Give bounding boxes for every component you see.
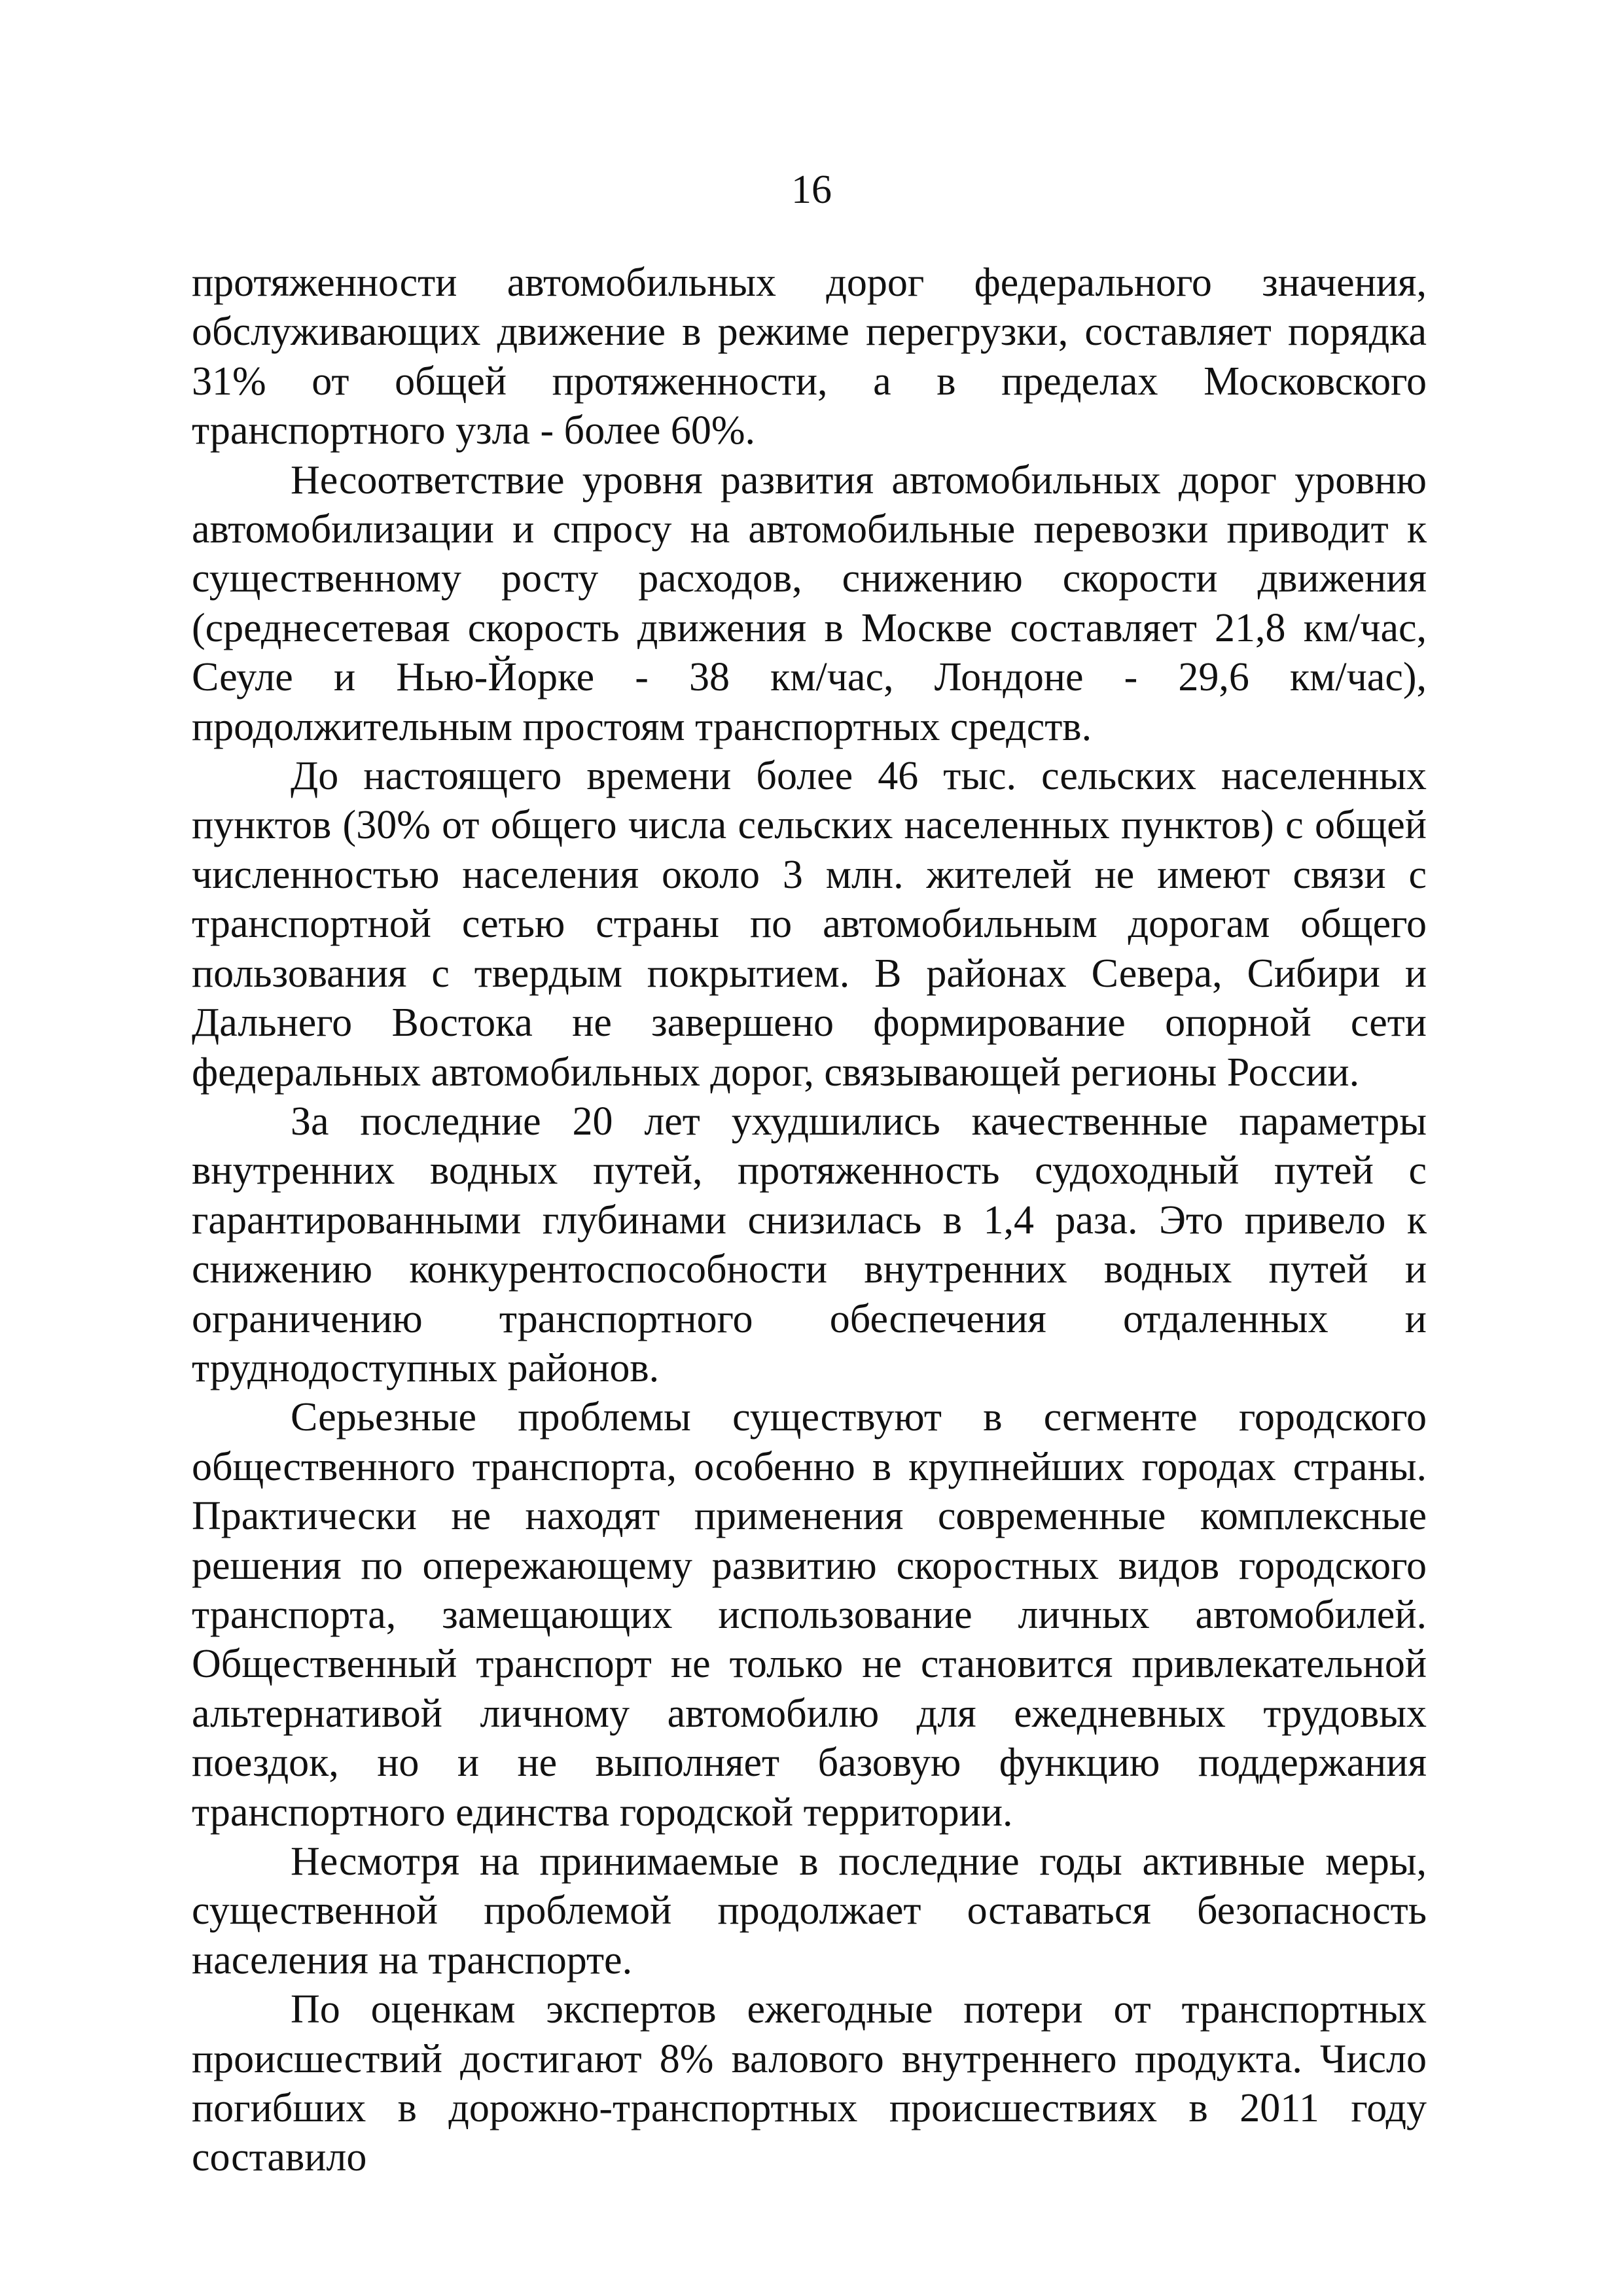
paragraph-public-transport: Серьезные проблемы существуют в сегменте городского общественного транспорта, особенно в крупнейших городах страны. Практически не находят применения современные комплексные решения по опережающему развитию скоростных видов городского транспорта, замещающих использование личных автомобилей. Общественный транспорт не только не становится привлекательной альтернативой личному автомобилю для ежедневных трудовых поездок, но и не выполняет базовую функцию поддержания транспортного единства городской территории. xyxy=(192,1395,1427,1835)
page-number: 16 xyxy=(791,168,832,212)
paragraph-continuation: протяженности автомобильных дорог федерального значения, обслуживающих движение в режиме перегрузки, составляет порядка 31% от общей протяженности, а в пределах Московского транспортного узла - более 60%. xyxy=(192,260,1427,453)
paragraph-accident-losses: По оценкам экспертов ежегодные потери от транспортных происшествий достигают 8% валового внутреннего продукта. Число погибших в дорожно-транспортных происшествиях в 2011 году составило xyxy=(192,1987,1427,2180)
paragraph-transport-safety: Несмотря на принимаемые в последние годы активные меры, существенной проблемой продолжает оставаться безопасность населения на транспорте. xyxy=(192,1839,1427,1983)
paragraph-inland-waterways: За последние 20 лет ухудшились качественные параметры внутренних водных путей, протяженность судоходный путей с гарантированными глубинами снизилась в 1,4 раза. Это привело к снижению конкурентоспособности внутренних водных путей и ограничению транспортного обеспечения отдаленных и труднодоступных районов. xyxy=(192,1099,1427,1390)
body-text xyxy=(192,258,1427,2183)
paragraph-rural-settlements: До настоящего времени более 46 тыс. сельских населенных пунктов (30% от общего числа сельских населенных пунктов) с общей численностью населения около 3 млн. жителей не имеют связи с транспортной сетью страны по автомобильным дорогам общего пользования с твердым покрытием. В районах Севера, Сибири и Дальнего Востока не завершено формирование опорной сети федеральных автомобильных дорог, связывающей регионы России. xyxy=(192,754,1427,1095)
paragraph-road-development: Несоответствие уровня развития автомобильных дорог уровню автомобилизации и спросу на автомобильные перевозки приводит к существенному росту расходов, снижению скорости движения (среднесетевая скорость движения в Москве составляет 21,8 км/час, Сеуле и Нью-Йорке - 38 км/час, Лондоне - 29,6 км/час), продолжительным простоям транспортных средств. xyxy=(192,457,1427,749)
